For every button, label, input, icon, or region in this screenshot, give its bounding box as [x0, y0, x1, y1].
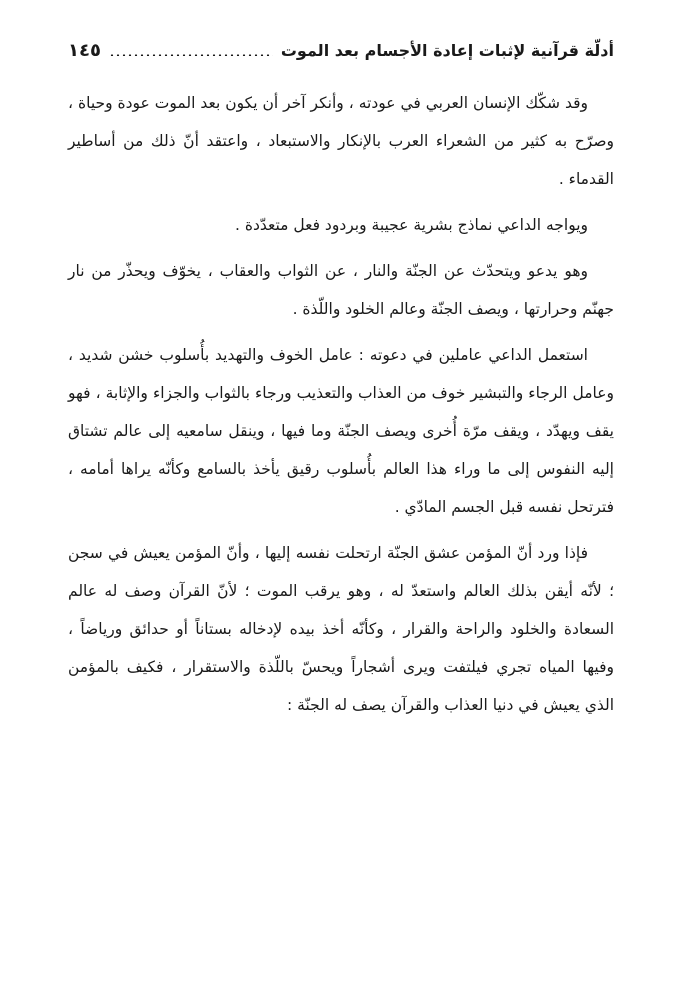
dotted-leader	[109, 54, 273, 56]
running-title: أدلّة قرآنية لإثبات إعادة الأجسام بعد الموت	[280, 40, 614, 60]
paragraph-1: وقد شكّك الإنسان العربي في عودته ، وأنكر آخر أن يكون بعد الموت عودة وحياة ، وصرّح به كثير من الشعراء العرب بالإنكار والاستبعاد ، واعتقد أنّ ذلك من أساطير القدماء .	[68, 94, 614, 188]
page-header	[68, 30, 614, 70]
paragraph-5: فإذا ورد أنّ المؤمن عشق الجنّة ارتحلت نفسه إليها ، وأنّ المؤمن يعيش في سجن ؛ لأنّه أيقن بذلك العالم واستعدّ له ، وهو يرقب الموت ؛ لأنّ القرآن وصف له عالم السعادة والخلود والراحة والقرار ، وكأنّه أخذ بيده لإدخاله بستاناً أو حدائق ورياضاً ، وفيها المياه تجري فيلتفت ويرى أشجاراً ويحسّ باللّذة والاستقرار ، فكيف بالمؤمن الذي يعيش في دنيا العذاب والقرآن يصف له الجنّة :	[68, 544, 614, 714]
paragraph-2: ويواجه الداعي نماذج بشرية عجيبة وبردود فعل متعدّدة .	[234, 216, 588, 234]
paragraph-3: وهو يدعو ويتحدّث عن الجنّة والنار ، عن الثواب والعقاب ، يخوّف ويحذّر من نار جهنّم وحرارتها ، ويصف الجنّة وعالم الخلود واللّذة .	[68, 262, 614, 318]
page-body	[68, 84, 614, 732]
paragraph-4: استعمل الداعي عاملين في دعوته : عامل الخوف والتهديد بأُسلوب خشن شديد ، وعامل الرجاء والتبشير خوف من العذاب والتعذيب ورجاء بالثواب والجزاء والإثابة ، فهو يقف ويهدّد ، ويقف مرّة أُخرى ويصف الجنّة وما فيها ، وينقل سامعيه إلى عالم تشتاق إليه النفوس إلى ما وراء هذا العالم بأُسلوب رقيق يأخذ بالسامع وكأنّه يراها أمامه ، فترتحل نفسه قبل الجسم المادّي .	[68, 346, 614, 516]
page-number: ١٤٥	[68, 39, 101, 61]
